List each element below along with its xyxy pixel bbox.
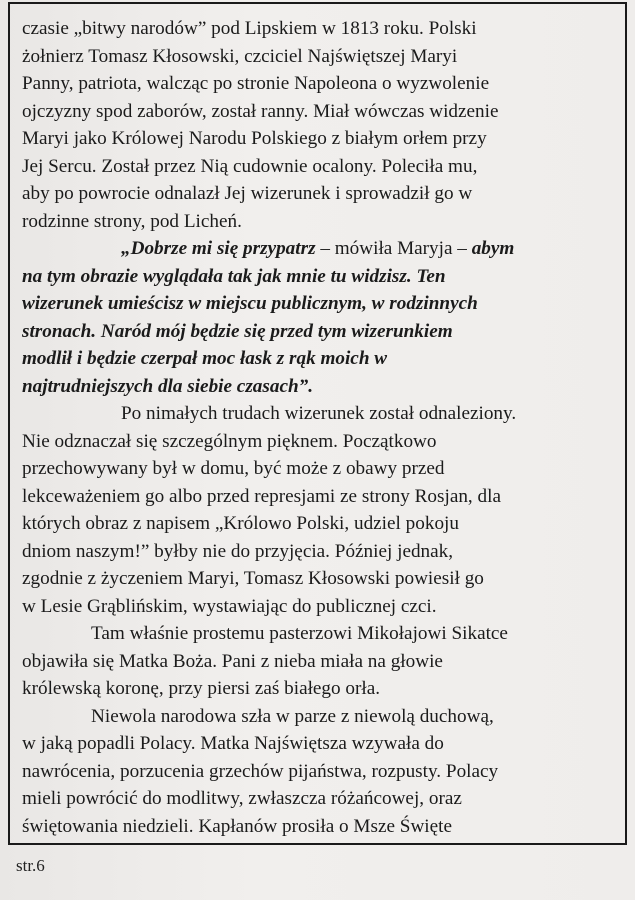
quote-line: na tym obrazie wyglądała tak jak mnie tu widzisz. Ten [22, 265, 446, 287]
paragraph-line: objawiła się Matka Boża. Pani z nieba miała na głowie [22, 650, 443, 672]
paragraph-line: dniom naszym!” byłby nie do przyjęcia. Później jednak, [22, 540, 454, 562]
document-body [22, 15, 620, 840]
paragraph-line: Po nimałych trudach wizerunek został odnaleziony. [121, 403, 517, 424]
page-number: str.6 [16, 856, 45, 875]
paragraph-line: których obraz z napisem „Królowo Polski, udziel pokoju [22, 513, 459, 534]
paragraph-line: świętowania niedzieli. Kapłanów prosiła o Msze Święte [22, 815, 453, 837]
paragraph-line: w jaką popadli Polacy. Matka Najświętsza wzywała do [22, 733, 444, 754]
quote-line: stronach. Naród mój będzie się przed tym wizerunkiem [22, 320, 453, 342]
text-line: Jej Sercu. Został przez Nią cudownie ocalony. Poleciła mu, [22, 155, 478, 177]
text-line: żołnierz Tomasz Kłosowski, czciciel Najświętszej Maryi [22, 45, 458, 67]
paragraph-line: Nie odznaczał się szczególnym pięknem. Początkowo [22, 430, 437, 452]
paragraph-line: królewską koronę, przy piersi zaś białego orła. [22, 678, 381, 699]
paragraph-line: Tam właśnie prostemu pasterzowi Mikołajowi Sikatce [91, 623, 508, 644]
quote-attribution: – mówiła Maryja – [315, 238, 472, 259]
text-line: Panny, patriota, walcząc po stronie Napoleona o wyzwolenie [22, 73, 490, 94]
paragraph-line: w Lesie Grąblińskim, wystawiając do publicznej czci. [22, 595, 437, 617]
paragraph-line: przechowywany był w domu, być może z obawy przed [22, 458, 445, 479]
paragraph-line: zgodnie z życzeniem Maryi, Tomasz Kłosowski powiesił go [22, 568, 484, 589]
text-line: Maryi jako Królowej Narodu Polskiego z białym orłem przy [22, 128, 487, 149]
text-line: ojczyzny spod zaborów, został ranny. Miał wówczas widzenie [22, 100, 499, 122]
paragraph-line: nawrócenia, porzucenia grzechów pijaństwa, rozpusty. Polacy [22, 760, 499, 782]
quote-bold-start: „Dobrze mi się przypatrz [121, 238, 316, 259]
paragraph-line: lekceważeniem go albo przed represjami ze strony Rosjan, dla [22, 485, 501, 507]
text-line: rodzinne strony, pod Licheń. [22, 210, 242, 232]
quote-line: najtrudniejszych dla siebie czasach”. [22, 375, 314, 397]
quote-bold-end: abym [471, 238, 515, 259]
paragraph-line: mieli powrócić do modlitwy, zwłaszcza różańcowej, oraz [22, 788, 462, 809]
quote-first-line [22, 235, 620, 263]
quote-line: wizerunek umieścisz w miejscu publicznym, w rodzinnych [22, 293, 478, 314]
text-line: aby po powrocie odnalazł Jej wizerunek i sprowadził go w [22, 183, 473, 204]
paragraph-line: Niewola narodowa szła w parze z niewolą duchową, [91, 705, 494, 727]
text-line: czasie „bitwy narodów” pod Lipskiem w 1813 roku. Polski [22, 18, 477, 39]
quote-line: modlił i będzie czerpał moc łask z rąk moich w [22, 348, 388, 369]
